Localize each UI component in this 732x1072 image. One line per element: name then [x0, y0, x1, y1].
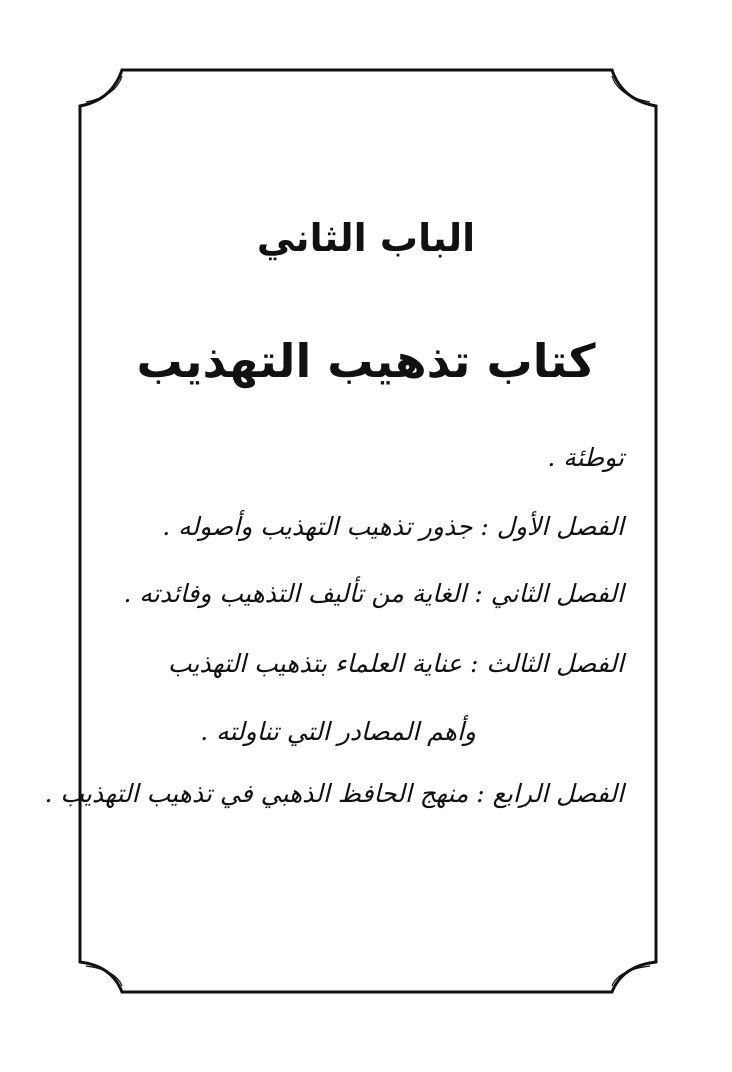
toc-chapter-4: الفصل الرابع : منهج الحافظ الذهبي في تذهيب التهذيب .: [44, 779, 624, 808]
toc-chapter-3: الفصل الثالث : عناية العلماء بتذهيب التهذيب: [167, 649, 624, 678]
toc-introduction: توطئة .: [547, 443, 624, 472]
toc-chapter-2: الفصل الثاني : الغاية من تأليف التذهيب وفائدته .: [123, 579, 624, 608]
book-title: كتاب تذهيب التهذيب: [136, 334, 596, 388]
part-title: الباب الثاني: [256, 216, 476, 260]
toc-chapter-1: الفصل الأول : جذور تذهيب التهذيب وأصوله .: [162, 512, 624, 541]
toc-chapter-3-continued: وأهم المصادر التي تناولته .: [200, 717, 476, 746]
